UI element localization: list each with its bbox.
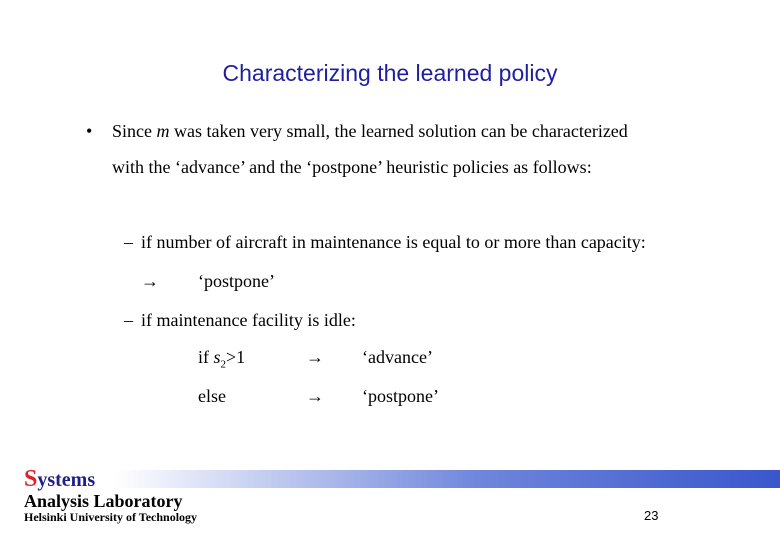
slide-title: Characterizing the learned policy [222,60,558,86]
sub-bullet-marker-1: – [124,232,133,252]
action-advance: ‘advance’ [362,347,433,367]
subscript-2: 2 [220,358,227,371]
arrow-2: → [306,347,324,367]
logo-analysis-laboratory: Analysis Laboratory [24,491,183,511]
sub-bullet-capacity: if number of aircraft in maintenance is equal to or more than capacity: [141,232,646,252]
variable-m: m [156,121,170,141]
action-postpone-1: ‘postpone’ [198,271,275,291]
variable-s: s [213,347,221,367]
logo-systems [24,466,95,493]
bullet-text-post: was taken very small, the learned solution can be characterized [169,121,628,141]
action-postpone-2: ‘postpone’ [362,386,439,406]
arrow-1: → [141,271,159,291]
page-number: 23 [644,508,659,523]
condition-else: else [198,386,226,406]
arrow-3: → [306,386,324,406]
bullet-text-line-2: with the ‘advance’ and the ‘postpone’ heuristic policies as follows: [112,157,592,177]
logo-university: Helsinki University of Technology [24,510,198,524]
condition-s2 [198,347,245,371]
logo-ystems: ystems [37,469,96,491]
condition-gt1: >1 [226,347,246,367]
bullet-text-pre: Since [112,121,157,141]
condition-if: if [198,347,214,367]
sub-bullet-marker-2: – [124,310,133,330]
bullet-marker: • [86,121,93,141]
bullet-text-line-1 [112,121,628,142]
logo-letter-s: S [24,466,38,492]
sub-bullet-idle: if maintenance facility is idle: [141,310,356,330]
footer-gradient-bar [24,470,780,488]
